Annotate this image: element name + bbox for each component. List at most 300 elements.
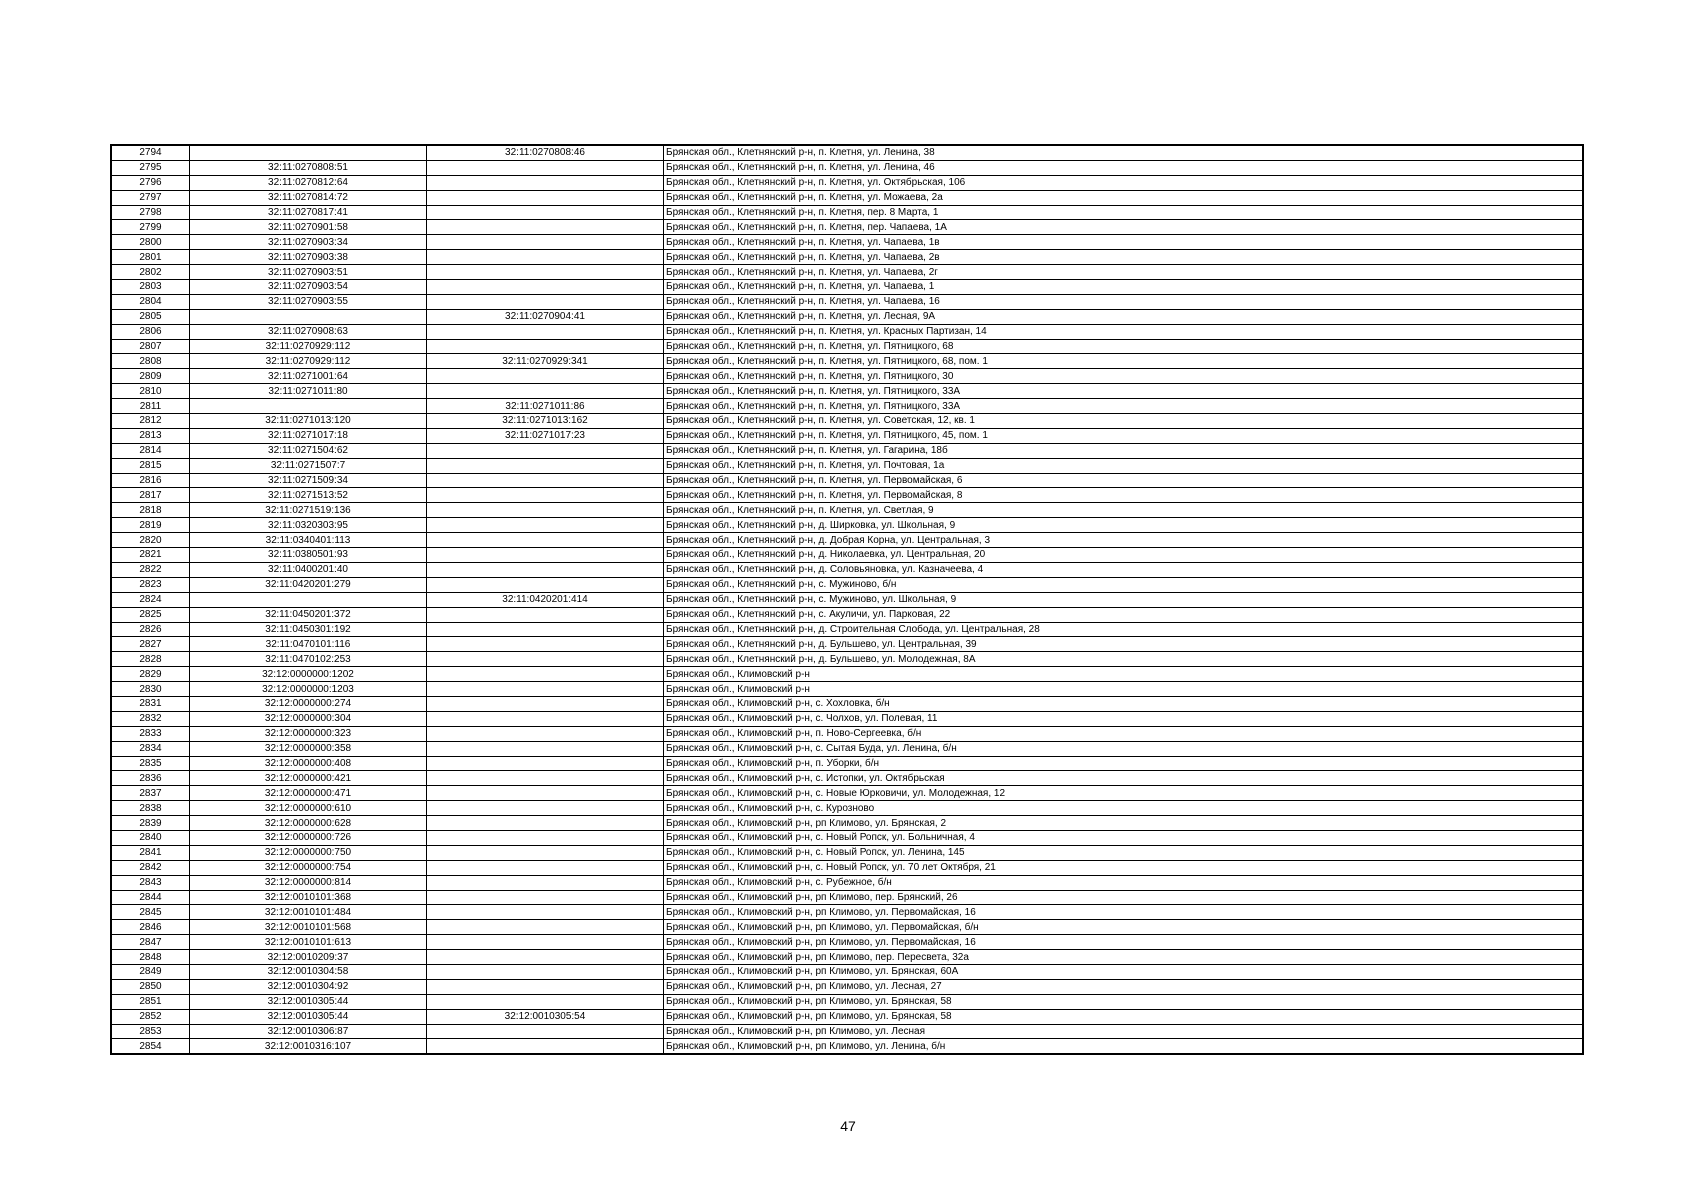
table-row: [111, 622, 1583, 637]
cadastral-number-cell: 32:12:0010305:44: [190, 994, 427, 1009]
cadastral-number-cell: 32:11:0420201:279: [190, 577, 427, 592]
cadastral-number-cell: 32:12:0010101:568: [190, 920, 427, 935]
cadastral-number-cell: 32:11:0270929:112: [190, 339, 427, 354]
table-row: [111, 548, 1583, 563]
address-cell: Брянская обл., Клетнянский р-н, п. Клетня, пер. Чапаева, 1А: [664, 220, 1584, 235]
table-row: [111, 324, 1583, 339]
cadastral-number-cell: 32:11:0400201:40: [190, 562, 427, 577]
address-cell: Брянская обл., Клетнянский р-н, д. Строительная Слобода, ул. Центральная, 28: [664, 622, 1584, 637]
table-row: [111, 935, 1583, 950]
related-cadastral-number-cell: [427, 1024, 664, 1039]
table-row: [111, 816, 1583, 831]
row-number-cell: 2835: [111, 756, 190, 771]
address-cell: Брянская обл., Клетнянский р-н, д. Бульшево, ул. Молодежная, 8А: [664, 652, 1584, 667]
related-cadastral-number-cell: 32:11:0271011:86: [427, 399, 664, 414]
related-cadastral-number-cell: [427, 890, 664, 905]
table-row: [111, 294, 1583, 309]
related-cadastral-number-cell: [427, 265, 664, 280]
cadastral-number-cell: 32:12:0010101:613: [190, 935, 427, 950]
cadastral-number-cell: 32:12:0000000:323: [190, 726, 427, 741]
row-number-cell: 2824: [111, 592, 190, 607]
cadastral-number-cell: 32:12:0000000:750: [190, 845, 427, 860]
row-number-cell: 2841: [111, 845, 190, 860]
cadastral-number-cell: 32:11:0271013:120: [190, 414, 427, 429]
related-cadastral-number-cell: [427, 280, 664, 295]
table-row: [111, 786, 1583, 801]
cadastral-number-cell: 32:11:0450201:372: [190, 607, 427, 622]
table-row: [111, 741, 1583, 756]
address-cell: Брянская обл., Клетнянский р-н, п. Клетня, ул. Гагарина, 18б: [664, 443, 1584, 458]
cadastral-number-cell: 32:12:0010304:58: [190, 964, 427, 979]
cadastral-number-cell: 32:11:0270903:34: [190, 235, 427, 250]
table-row: [111, 443, 1583, 458]
related-cadastral-number-cell: [427, 637, 664, 652]
table-row: [111, 652, 1583, 667]
cadastral-number-cell: [190, 592, 427, 607]
address-cell: Брянская обл., Климовский р-н, с. Новый Ропск, ул. Больничная, 4: [664, 830, 1584, 845]
table-row: [111, 1009, 1583, 1024]
cadastral-number-cell: [190, 399, 427, 414]
table-row: [111, 771, 1583, 786]
address-cell: Брянская обл., Климовский р-н, рп Климово, ул. Брянская, 2: [664, 816, 1584, 831]
related-cadastral-number-cell: [427, 473, 664, 488]
cadastral-number-cell: 32:12:0010101:368: [190, 890, 427, 905]
address-cell: Брянская обл., Климовский р-н, с. Новый Ропск, ул. Ленина, 145: [664, 845, 1584, 860]
cadastral-number-cell: 32:11:0470101:116: [190, 637, 427, 652]
address-cell: Брянская обл., Клетнянский р-н, п. Клетня, ул. Чапаева, 1в: [664, 235, 1584, 250]
row-number-cell: 2817: [111, 488, 190, 503]
table-row: [111, 562, 1583, 577]
cadastral-number-cell: 32:12:0000000:1203: [190, 682, 427, 697]
related-cadastral-number-cell: 32:12:0010305:54: [427, 1009, 664, 1024]
row-number-cell: 2811: [111, 399, 190, 414]
address-cell: Брянская обл., Клетнянский р-н, п. Клетня, ул. Чапаева, 2г: [664, 265, 1584, 280]
row-number-cell: 2829: [111, 667, 190, 682]
related-cadastral-number-cell: [427, 711, 664, 726]
row-number-cell: 2816: [111, 473, 190, 488]
row-number-cell: 2851: [111, 994, 190, 1009]
related-cadastral-number-cell: [427, 801, 664, 816]
table-row: [111, 414, 1583, 429]
related-cadastral-number-cell: [427, 1039, 664, 1054]
related-cadastral-number-cell: [427, 190, 664, 205]
address-cell: Брянская обл., Климовский р-н, с. Новый Ропск, ул. 70 лет Октября, 21: [664, 860, 1584, 875]
cadastral-number-cell: 32:11:0270929:112: [190, 354, 427, 369]
row-number-cell: 2802: [111, 265, 190, 280]
address-cell: Брянская обл., Клетнянский р-н, п. Клетня, ул. Чапаева, 16: [664, 294, 1584, 309]
table-row: [111, 830, 1583, 845]
related-cadastral-number-cell: [427, 607, 664, 622]
address-cell: Брянская обл., Климовский р-н, с. Курозново: [664, 801, 1584, 816]
related-cadastral-number-cell: [427, 250, 664, 265]
address-cell: Брянская обл., Клетнянский р-н, п. Клетня, ул. Почтовая, 1а: [664, 458, 1584, 473]
address-cell: Брянская обл., Климовский р-н, рп Климово, ул. Первомайская, 16: [664, 935, 1584, 950]
row-number-cell: 2822: [111, 562, 190, 577]
table-row: [111, 280, 1583, 295]
cadastral-number-cell: 32:11:0470102:253: [190, 652, 427, 667]
related-cadastral-number-cell: [427, 875, 664, 890]
table-row: [111, 637, 1583, 652]
related-cadastral-number-cell: [427, 548, 664, 563]
table-row: [111, 503, 1583, 518]
address-cell: Брянская обл., Клетнянский р-н, с. Акуличи, ул. Парковая, 22: [664, 607, 1584, 622]
cadastral-number-cell: 32:11:0450301:192: [190, 622, 427, 637]
table-row: [111, 399, 1583, 414]
address-cell: Брянская обл., Клетнянский р-н, п. Клетня, ул. Пятницкого, 33А: [664, 384, 1584, 399]
cadastral-number-cell: 32:11:0270908:63: [190, 324, 427, 339]
related-cadastral-number-cell: [427, 726, 664, 741]
address-cell: Брянская обл., Климовский р-н, с. Сытая Буда, ул. Ленина, б/н: [664, 741, 1584, 756]
address-cell: Брянская обл., Климовский р-н, рп Климово, ул. Первомайская, б/н: [664, 920, 1584, 935]
table-row: [111, 801, 1583, 816]
address-cell: Брянская обл., Клетнянский р-н, с. Мужиново, ул. Школьная, 9: [664, 592, 1584, 607]
table-row: [111, 458, 1583, 473]
address-cell: Брянская обл., Климовский р-н, п. Ново-Сергеевка, б/н: [664, 726, 1584, 741]
row-number-cell: 2819: [111, 518, 190, 533]
row-number-cell: 2832: [111, 711, 190, 726]
related-cadastral-number-cell: [427, 935, 664, 950]
registry-table-body: [111, 145, 1583, 1054]
address-cell: Брянская обл., Климовский р-н, рп Климово, ул. Брянская, 58: [664, 1009, 1584, 1024]
row-number-cell: 2823: [111, 577, 190, 592]
table-row: [111, 488, 1583, 503]
row-number-cell: 2796: [111, 175, 190, 190]
cadastral-number-cell: 32:11:0270903:51: [190, 265, 427, 280]
row-number-cell: 2806: [111, 324, 190, 339]
table-row: [111, 250, 1583, 265]
table-row: [111, 518, 1583, 533]
registry-table: [110, 144, 1584, 1055]
address-cell: Брянская обл., Климовский р-н, рп Климово, пер. Пересвета, 32а: [664, 950, 1584, 965]
address-cell: Брянская обл., Климовский р-н: [664, 667, 1584, 682]
row-number-cell: 2839: [111, 816, 190, 831]
table-row: [111, 220, 1583, 235]
cadastral-number-cell: 32:11:0271509:34: [190, 473, 427, 488]
related-cadastral-number-cell: [427, 741, 664, 756]
row-number-cell: 2812: [111, 414, 190, 429]
related-cadastral-number-cell: [427, 235, 664, 250]
related-cadastral-number-cell: [427, 369, 664, 384]
related-cadastral-number-cell: [427, 905, 664, 920]
address-cell: Брянская обл., Клетнянский р-н, п. Клетня, пер. 8 Марта, 1: [664, 205, 1584, 220]
table-row: [111, 175, 1583, 190]
cadastral-number-cell: 32:12:0000000:471: [190, 786, 427, 801]
table-row: [111, 190, 1583, 205]
cadastral-number-cell: 32:11:0380501:93: [190, 548, 427, 563]
cadastral-number-cell: 32:12:0000000:610: [190, 801, 427, 816]
table-row: [111, 354, 1583, 369]
row-number-cell: 2820: [111, 533, 190, 548]
table-row: [111, 875, 1583, 890]
table-row: [111, 920, 1583, 935]
related-cadastral-number-cell: [427, 324, 664, 339]
cadastral-number-cell: 32:12:0000000:628: [190, 816, 427, 831]
table-row: [111, 145, 1583, 160]
cadastral-number-cell: 32:12:0010304:92: [190, 979, 427, 994]
cadastral-number-cell: 32:11:0270814:72: [190, 190, 427, 205]
row-number-cell: 2804: [111, 294, 190, 309]
row-number-cell: 2794: [111, 145, 190, 160]
cadastral-number-cell: 32:11:0271519:136: [190, 503, 427, 518]
table-row: [111, 265, 1583, 280]
cadastral-number-cell: 32:11:0270901:58: [190, 220, 427, 235]
table-row: [111, 950, 1583, 965]
row-number-cell: 2833: [111, 726, 190, 741]
row-number-cell: 2840: [111, 830, 190, 845]
address-cell: Брянская обл., Климовский р-н, рп Климово, ул. Ленина, б/н: [664, 1039, 1584, 1054]
address-cell: Брянская обл., Клетнянский р-н, п. Клетня, ул. Ленина, 38: [664, 145, 1584, 160]
row-number-cell: 2843: [111, 875, 190, 890]
row-number-cell: 2795: [111, 160, 190, 175]
related-cadastral-number-cell: [427, 696, 664, 711]
related-cadastral-number-cell: [427, 562, 664, 577]
related-cadastral-number-cell: [427, 443, 664, 458]
address-cell: Брянская обл., Клетнянский р-н, п. Клетня, ул. Октябрьская, 106: [664, 175, 1584, 190]
related-cadastral-number-cell: 32:11:0271013:162: [427, 414, 664, 429]
address-cell: Брянская обл., Климовский р-н, с. Чолхов, ул. Полевая, 11: [664, 711, 1584, 726]
cadastral-number-cell: [190, 309, 427, 324]
row-number-cell: 2850: [111, 979, 190, 994]
row-number-cell: 2803: [111, 280, 190, 295]
related-cadastral-number-cell: [427, 964, 664, 979]
related-cadastral-number-cell: [427, 682, 664, 697]
related-cadastral-number-cell: [427, 830, 664, 845]
row-number-cell: 2808: [111, 354, 190, 369]
related-cadastral-number-cell: [427, 622, 664, 637]
address-cell: Брянская обл., Климовский р-н, с. Новые Юрковичи, ул. Молодежная, 12: [664, 786, 1584, 801]
row-number-cell: 2845: [111, 905, 190, 920]
related-cadastral-number-cell: [427, 205, 664, 220]
cadastral-number-cell: 32:11:0320303:95: [190, 518, 427, 533]
row-number-cell: 2838: [111, 801, 190, 816]
row-number-cell: 2831: [111, 696, 190, 711]
page-number: 47: [840, 1118, 856, 1134]
address-cell: Брянская обл., Клетнянский р-н, п. Клетня, ул. Пятницкого, 68, пом. 1: [664, 354, 1584, 369]
table-row: [111, 726, 1583, 741]
cadastral-number-cell: 32:11:0270817:41: [190, 205, 427, 220]
row-number-cell: 2801: [111, 250, 190, 265]
address-cell: Брянская обл., Климовский р-н, с. Рубежное, б/н: [664, 875, 1584, 890]
related-cadastral-number-cell: [427, 458, 664, 473]
table-row: [111, 890, 1583, 905]
row-number-cell: 2837: [111, 786, 190, 801]
table-row: [111, 964, 1583, 979]
table-row: [111, 369, 1583, 384]
address-cell: Брянская обл., Климовский р-н, рп Климово, ул. Лесная: [664, 1024, 1584, 1039]
cadastral-number-cell: 32:12:0000000:408: [190, 756, 427, 771]
row-number-cell: 2827: [111, 637, 190, 652]
table-row: [111, 711, 1583, 726]
row-number-cell: 2814: [111, 443, 190, 458]
address-cell: Брянская обл., Клетнянский р-н, п. Клетня, ул. Чапаева, 2в: [664, 250, 1584, 265]
cadastral-number-cell: 32:12:0000000:726: [190, 830, 427, 845]
table-row: [111, 860, 1583, 875]
address-cell: Брянская обл., Клетнянский р-н, с. Мужиново, б/н: [664, 577, 1584, 592]
address-cell: Брянская обл., Климовский р-н, с. Хохловка, б/н: [664, 696, 1584, 711]
row-number-cell: 2805: [111, 309, 190, 324]
related-cadastral-number-cell: [427, 771, 664, 786]
cadastral-number-cell: 32:12:0000000:358: [190, 741, 427, 756]
cadastral-number-cell: 32:11:0271507:7: [190, 458, 427, 473]
related-cadastral-number-cell: [427, 339, 664, 354]
row-number-cell: 2830: [111, 682, 190, 697]
table-row: [111, 905, 1583, 920]
address-cell: Брянская обл., Клетнянский р-н, п. Клетня, ул. Красных Партизан, 14: [664, 324, 1584, 339]
cadastral-number-cell: 32:12:0000000:1202: [190, 667, 427, 682]
cadastral-number-cell: 32:11:0270903:54: [190, 280, 427, 295]
related-cadastral-number-cell: [427, 175, 664, 190]
address-cell: Брянская обл., Клетнянский р-н, п. Клетня, ул. Советская, 12, кв. 1: [664, 414, 1584, 429]
row-number-cell: 2809: [111, 369, 190, 384]
related-cadastral-number-cell: [427, 488, 664, 503]
table-row: [111, 667, 1583, 682]
address-cell: Брянская обл., Клетнянский р-н, п. Клетня, ул. Ленина, 46: [664, 160, 1584, 175]
related-cadastral-number-cell: [427, 652, 664, 667]
related-cadastral-number-cell: [427, 816, 664, 831]
table-row: [111, 577, 1583, 592]
cadastral-number-cell: 32:12:0000000:814: [190, 875, 427, 890]
address-cell: Брянская обл., Клетнянский р-н, п. Клетня, ул. Пятницкого, 30: [664, 369, 1584, 384]
table-row: [111, 309, 1583, 324]
related-cadastral-number-cell: 32:11:0270808:46: [427, 145, 664, 160]
address-cell: Брянская обл., Климовский р-н, п. Уборки, б/н: [664, 756, 1584, 771]
related-cadastral-number-cell: 32:11:0270904:41: [427, 309, 664, 324]
cadastral-number-cell: 32:12:0000000:304: [190, 711, 427, 726]
related-cadastral-number-cell: [427, 518, 664, 533]
address-cell: Брянская обл., Клетнянский р-н, п. Клетня, ул. Можаева, 2а: [664, 190, 1584, 205]
row-number-cell: 2821: [111, 548, 190, 563]
row-number-cell: 2810: [111, 384, 190, 399]
row-number-cell: 2852: [111, 1009, 190, 1024]
row-number-cell: 2807: [111, 339, 190, 354]
related-cadastral-number-cell: [427, 860, 664, 875]
cadastral-number-cell: 32:11:0270903:55: [190, 294, 427, 309]
table-row: [111, 1024, 1583, 1039]
row-number-cell: 2799: [111, 220, 190, 235]
table-row: [111, 533, 1583, 548]
address-cell: Брянская обл., Клетнянский р-н, п. Клетня, ул. Пятницкого, 45, пом. 1: [664, 428, 1584, 443]
address-cell: Брянская обл., Клетнянский р-н, д. Бульшево, ул. Центральная, 39: [664, 637, 1584, 652]
address-cell: Брянская обл., Клетнянский р-н, п. Клетня, ул. Первомайская, 6: [664, 473, 1584, 488]
cadastral-number-cell: 32:11:0270808:51: [190, 160, 427, 175]
row-number-cell: 2800: [111, 235, 190, 250]
row-number-cell: 2834: [111, 741, 190, 756]
table-row: [111, 607, 1583, 622]
related-cadastral-number-cell: [427, 950, 664, 965]
related-cadastral-number-cell: [427, 786, 664, 801]
address-cell: Брянская обл., Клетнянский р-н, д. Ширковка, ул. Школьная, 9: [664, 518, 1584, 533]
table-row: [111, 979, 1583, 994]
table-row: [111, 384, 1583, 399]
cadastral-number-cell: 32:12:0010316:107: [190, 1039, 427, 1054]
related-cadastral-number-cell: [427, 220, 664, 235]
table-row: [111, 696, 1583, 711]
row-number-cell: 2797: [111, 190, 190, 205]
address-cell: Брянская обл., Клетнянский р-н, д. Добрая Корна, ул. Центральная, 3: [664, 533, 1584, 548]
cadastral-number-cell: 32:11:0271001:64: [190, 369, 427, 384]
row-number-cell: 2836: [111, 771, 190, 786]
row-number-cell: 2849: [111, 964, 190, 979]
cadastral-number-cell: [190, 145, 427, 160]
address-cell: Брянская обл., Климовский р-н: [664, 682, 1584, 697]
related-cadastral-number-cell: 32:11:0270929:341: [427, 354, 664, 369]
cadastral-number-cell: 32:11:0271513:52: [190, 488, 427, 503]
row-number-cell: 2826: [111, 622, 190, 637]
related-cadastral-number-cell: [427, 384, 664, 399]
table-row: [111, 160, 1583, 175]
cadastral-number-cell: 32:12:0000000:274: [190, 696, 427, 711]
row-number-cell: 2846: [111, 920, 190, 935]
row-number-cell: 2813: [111, 428, 190, 443]
row-number-cell: 2854: [111, 1039, 190, 1054]
row-number-cell: 2825: [111, 607, 190, 622]
cadastral-number-cell: 32:12:0010305:44: [190, 1009, 427, 1024]
address-cell: Брянская обл., Климовский р-н, рп Климово, ул. Лесная, 27: [664, 979, 1584, 994]
address-cell: Брянская обл., Клетнянский р-н, п. Клетня, ул. Пятницкого, 68: [664, 339, 1584, 354]
cadastral-number-cell: 32:11:0270903:38: [190, 250, 427, 265]
cadastral-number-cell: 32:11:0271011:80: [190, 384, 427, 399]
row-number-cell: 2844: [111, 890, 190, 905]
address-cell: Брянская обл., Климовский р-н, рп Климово, ул. Брянская, 58: [664, 994, 1584, 1009]
address-cell: Брянская обл., Клетнянский р-н, п. Клетня, ул. Чапаева, 1: [664, 280, 1584, 295]
cadastral-number-cell: 32:11:0270812:64: [190, 175, 427, 190]
address-cell: Брянская обл., Клетнянский р-н, д. Соловьяновка, ул. Казначеева, 4: [664, 562, 1584, 577]
table-row: [111, 1039, 1583, 1054]
related-cadastral-number-cell: [427, 160, 664, 175]
address-cell: Брянская обл., Клетнянский р-н, п. Клетня, ул. Пятницкого, 33А: [664, 399, 1584, 414]
related-cadastral-number-cell: [427, 920, 664, 935]
row-number-cell: 2842: [111, 860, 190, 875]
cadastral-number-cell: 32:12:0010209:37: [190, 950, 427, 965]
related-cadastral-number-cell: [427, 845, 664, 860]
row-number-cell: 2828: [111, 652, 190, 667]
table-row: [111, 682, 1583, 697]
related-cadastral-number-cell: [427, 533, 664, 548]
table-row: [111, 339, 1583, 354]
table-row: [111, 205, 1583, 220]
table-row: [111, 592, 1583, 607]
row-number-cell: 2853: [111, 1024, 190, 1039]
table-row: [111, 756, 1583, 771]
row-number-cell: 2848: [111, 950, 190, 965]
related-cadastral-number-cell: 32:11:0271017:23: [427, 428, 664, 443]
address-cell: Брянская обл., Клетнянский р-н, п. Клетня, ул. Первомайская, 8: [664, 488, 1584, 503]
cadastral-number-cell: 32:11:0271017:18: [190, 428, 427, 443]
cadastral-number-cell: 32:11:0340401:113: [190, 533, 427, 548]
row-number-cell: 2818: [111, 503, 190, 518]
related-cadastral-number-cell: [427, 979, 664, 994]
address-cell: Брянская обл., Климовский р-н, рп Климово, ул. Брянская, 60А: [664, 964, 1584, 979]
table-row: [111, 428, 1583, 443]
related-cadastral-number-cell: 32:11:0420201:414: [427, 592, 664, 607]
cadastral-number-cell: 32:12:0010101:484: [190, 905, 427, 920]
address-cell: Брянская обл., Клетнянский р-н, п. Клетня, ул. Лесная, 9А: [664, 309, 1584, 324]
table-row: [111, 845, 1583, 860]
related-cadastral-number-cell: [427, 667, 664, 682]
address-cell: Брянская обл., Клетнянский р-н, д. Николаевка, ул. Центральная, 20: [664, 548, 1584, 563]
table-row: [111, 473, 1583, 488]
row-number-cell: 2815: [111, 458, 190, 473]
cadastral-number-cell: 32:12:0010306:87: [190, 1024, 427, 1039]
address-cell: Брянская обл., Клетнянский р-н, п. Клетня, ул. Светлая, 9: [664, 503, 1584, 518]
related-cadastral-number-cell: [427, 756, 664, 771]
table-row: [111, 994, 1583, 1009]
row-number-cell: 2847: [111, 935, 190, 950]
related-cadastral-number-cell: [427, 994, 664, 1009]
address-cell: Брянская обл., Климовский р-н, рп Климово, пер. Брянский, 26: [664, 890, 1584, 905]
address-cell: Брянская обл., Климовский р-н, с. Истопки, ул. Октябрьская: [664, 771, 1584, 786]
related-cadastral-number-cell: [427, 294, 664, 309]
